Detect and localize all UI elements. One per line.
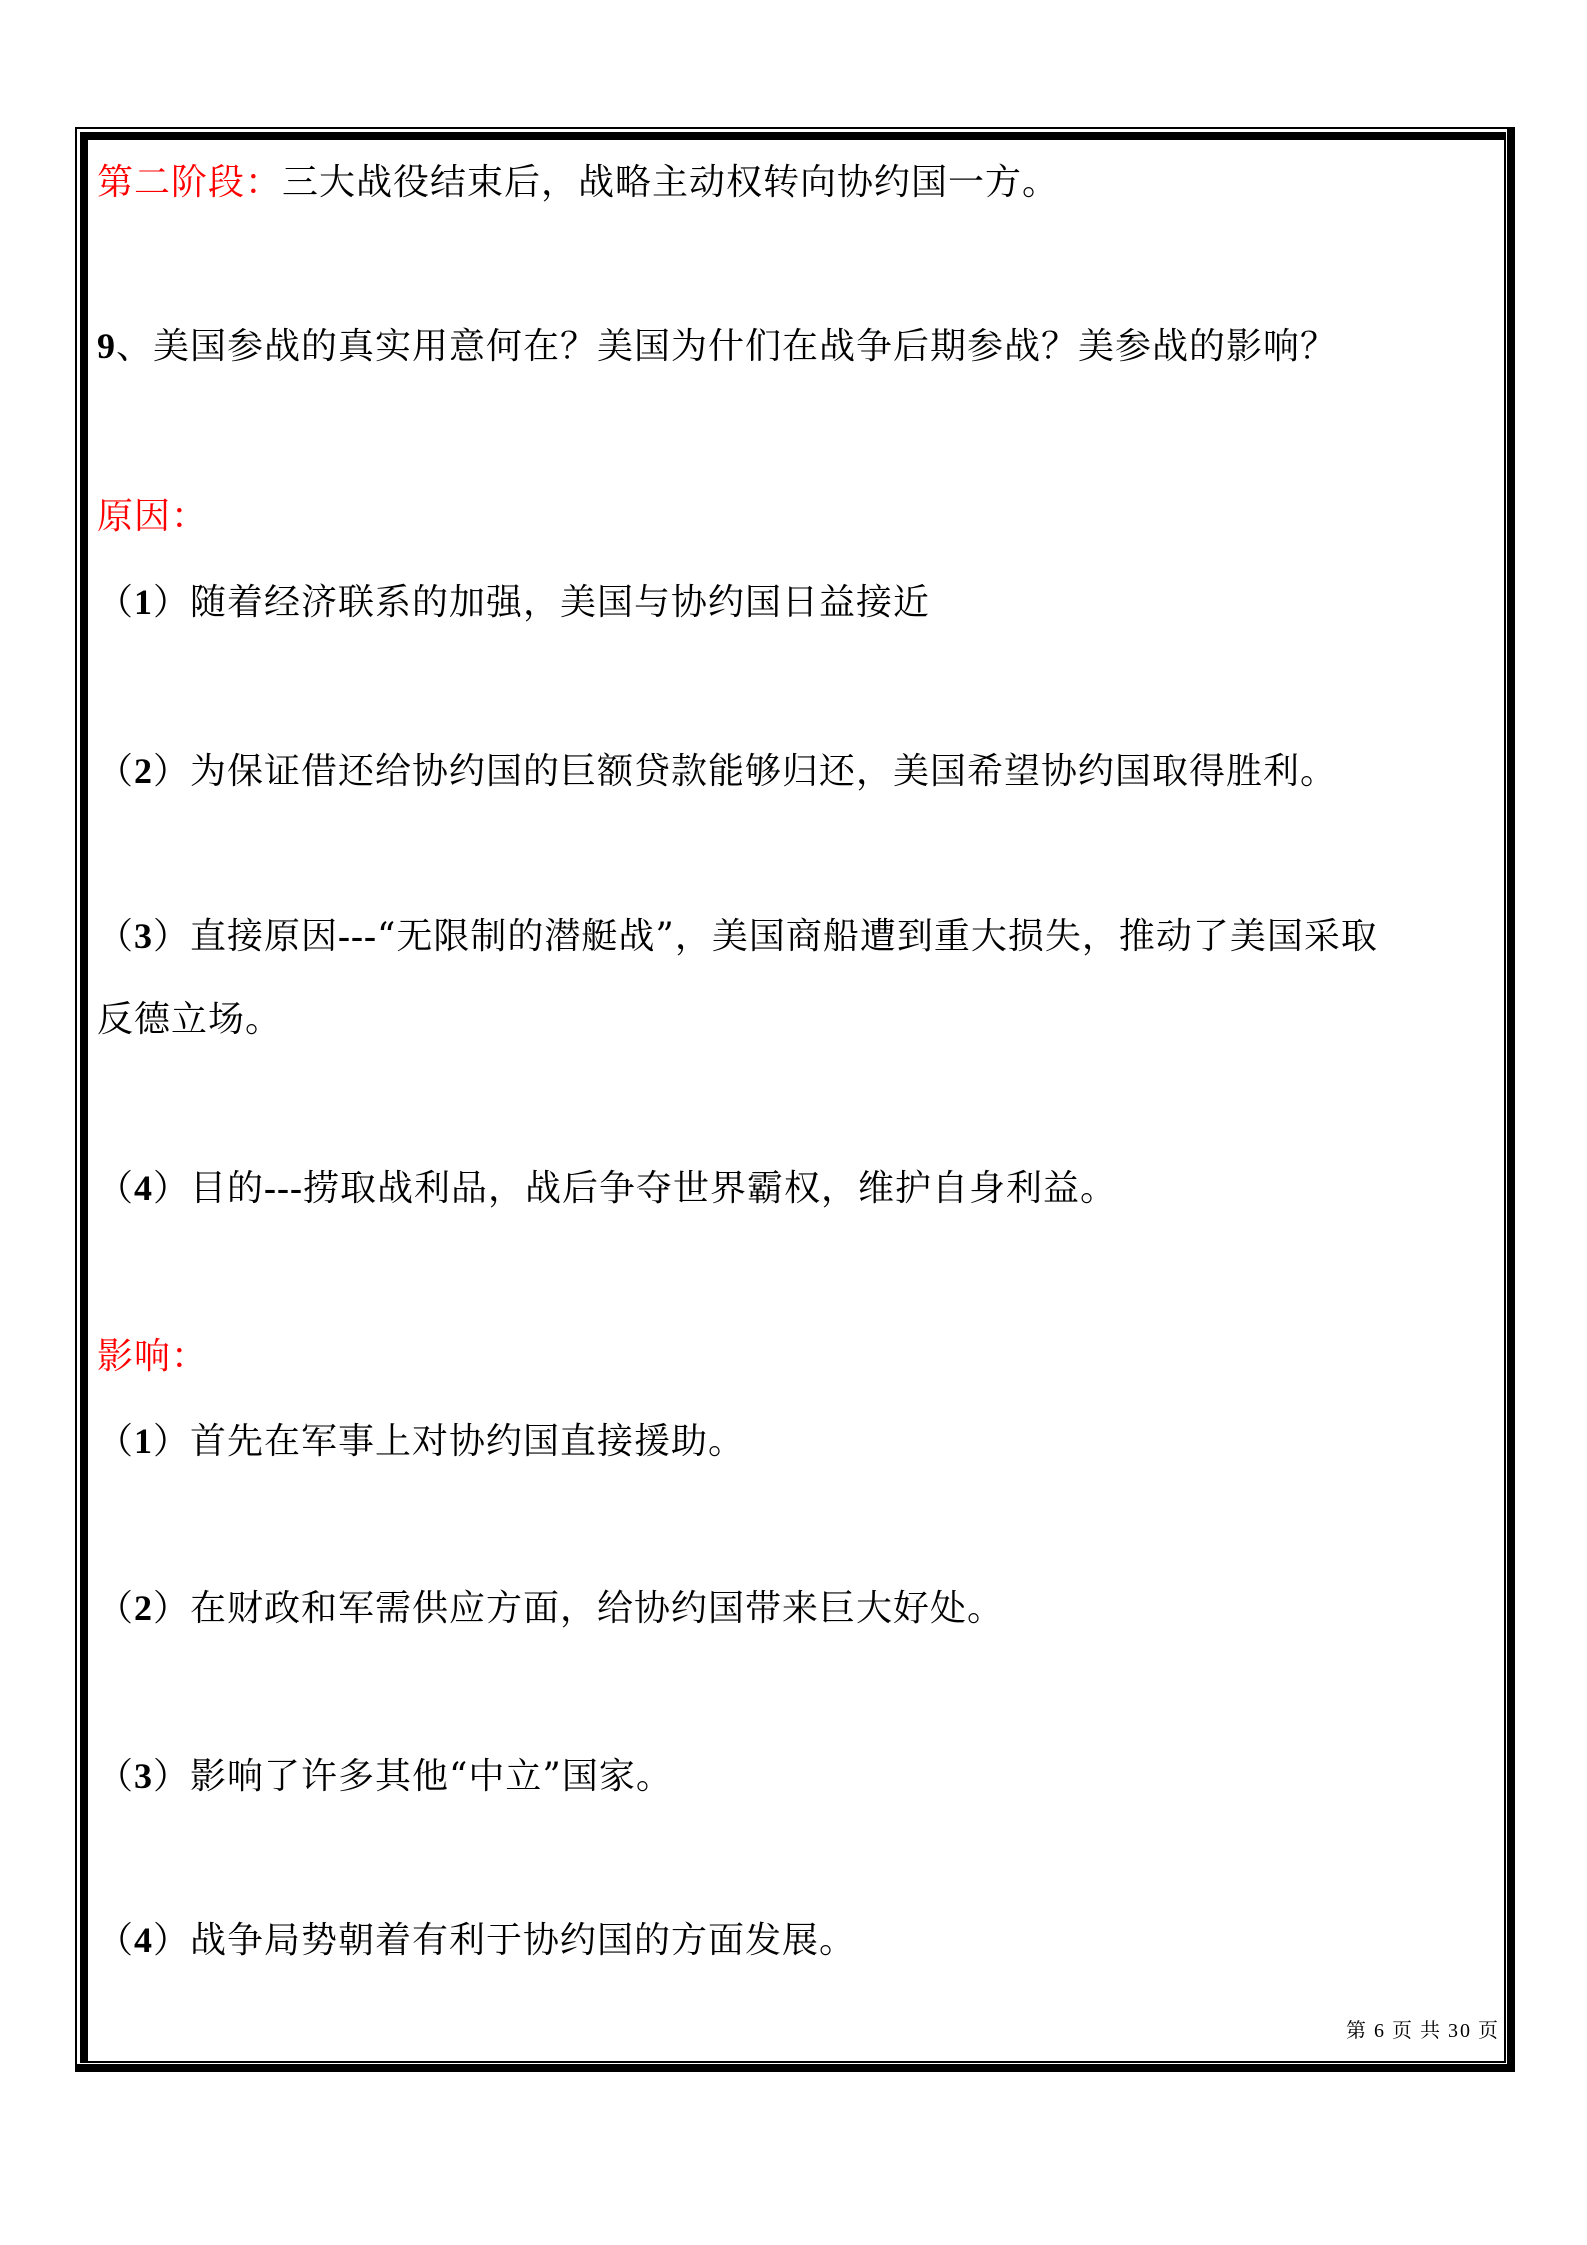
paren-close: ） [153, 1920, 191, 1961]
cause-item-continuation: 反德立场。 [97, 999, 283, 1040]
paren-open: （ [97, 1421, 135, 1462]
item-text: 为保证借还给协约国的巨额贷款能够归还，美国希望协约国取得胜利。 [190, 751, 1338, 792]
effect-item [97, 1586, 1507, 1630]
stage-two-label: 第二阶段： [97, 162, 283, 203]
item-text: 捞取战利品，战后争夺世界霸权，维护自身利益。 [303, 1168, 1118, 1209]
item-dashes: --- [264, 1168, 304, 1208]
paren-close: ） [153, 751, 191, 792]
item-text: 在财政和军需供应方面，给协约国带来巨大好处。 [190, 1588, 1005, 1629]
item-text: “无限制的潜艇战”，美国商船遭到重大损失，推动了美国采取 [377, 916, 1378, 957]
paren-open: （ [97, 1920, 135, 1961]
cause-item [97, 1166, 1507, 1210]
page-number [1290, 2018, 1500, 2044]
effect-item [97, 1419, 1507, 1463]
paren-open: （ [97, 1588, 135, 1629]
page-label-prefix: 第 [1346, 2020, 1368, 2042]
item-number: 4 [134, 1168, 154, 1208]
paren-close: ） [153, 1421, 191, 1462]
paren-open: （ [97, 1168, 135, 1209]
current-page: 6 [1374, 2020, 1386, 2042]
page-label-unit: 页 [1392, 2020, 1414, 2042]
paren-close: ） [153, 1756, 191, 1797]
stage-two-line [97, 161, 1507, 205]
paren-close: ） [153, 582, 191, 623]
item-number: 2 [134, 1588, 154, 1628]
item-dashes: --- [338, 916, 378, 956]
question-number: 9 [97, 326, 116, 366]
total-pages: 30 [1448, 2020, 1472, 2042]
paren-open: （ [97, 916, 135, 957]
page-label-suffix: 页 [1478, 2020, 1500, 2042]
cause-item [97, 749, 1507, 793]
paren-open: （ [97, 751, 135, 792]
item-number: 1 [134, 1421, 154, 1461]
item-number: 1 [134, 582, 154, 622]
item-number: 3 [134, 916, 154, 956]
question-text: 、美国参战的真实用意何在？美国为什们在战争后期参战？美参战的影响？ [116, 326, 1338, 367]
paren-close: ） [153, 1168, 191, 1209]
causes-heading: 原因： [97, 496, 209, 537]
cause-item [97, 580, 1507, 624]
page-label-total-prefix: 共 [1420, 2020, 1442, 2042]
paren-close: ） [153, 1588, 191, 1629]
effects-heading: 影响： [97, 1336, 209, 1377]
stage-two-text: 三大战役结束后，战略主动权转向协约国一方。 [282, 162, 1060, 203]
item-text: 影响了许多其他“中立”国家。 [190, 1756, 673, 1797]
item-text: 首先在军事上对协约国直接援助。 [190, 1421, 746, 1462]
item-text-pre: 直接原因 [190, 916, 339, 957]
item-text: 战争局势朝着有利于协约国的方面发展。 [190, 1920, 857, 1961]
cause-item [97, 914, 1507, 958]
item-number: 2 [134, 751, 154, 791]
item-number: 3 [134, 1756, 154, 1796]
effect-item [97, 1918, 1507, 1962]
paren-open: （ [97, 582, 135, 623]
item-number: 4 [134, 1920, 154, 1960]
paren-close: ） [153, 916, 191, 957]
effect-item [97, 1754, 1507, 1798]
item-text: 随着经济联系的加强，美国与协约国日益接近 [190, 582, 931, 623]
item-text-pre: 目的 [190, 1168, 265, 1209]
question-heading [97, 324, 1507, 368]
paren-open: （ [97, 1756, 135, 1797]
